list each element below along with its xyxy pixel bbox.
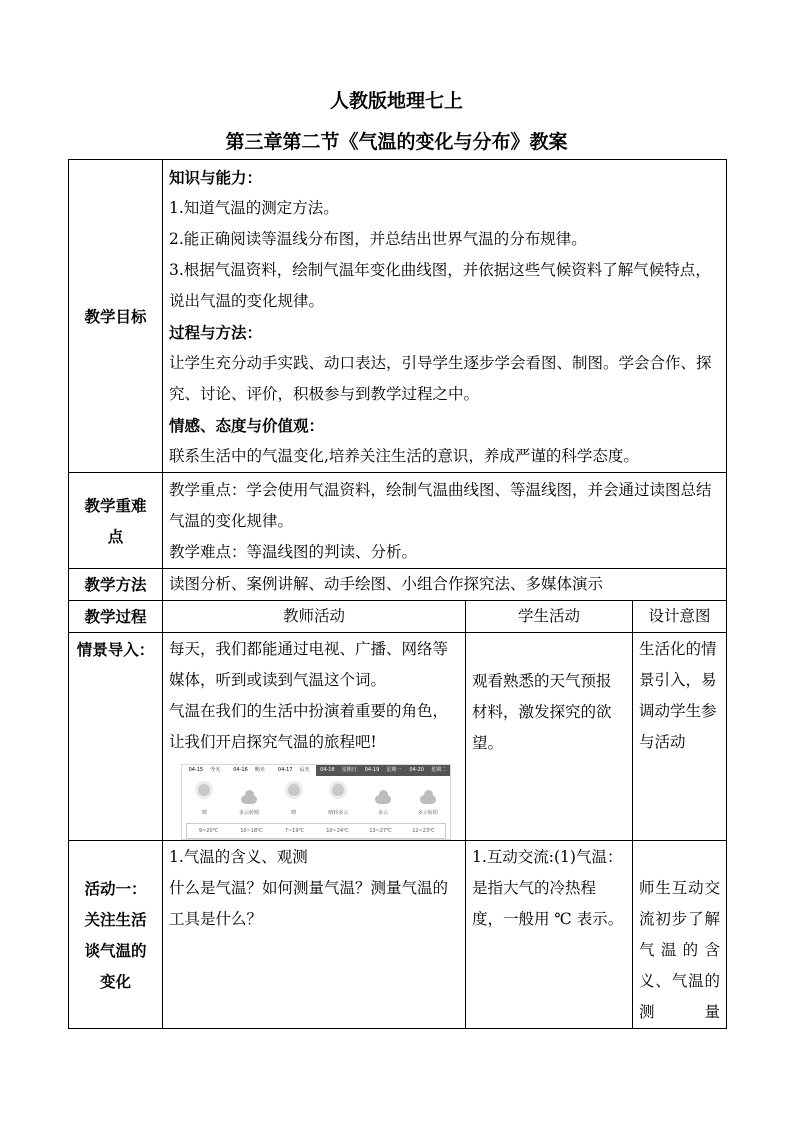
intro-label: 情景导入： bbox=[69, 633, 163, 841]
method-row bbox=[69, 569, 727, 601]
intro-design-text: 生活化的情景引入，易调动学生参与活动 bbox=[633, 633, 727, 841]
weather-day bbox=[361, 765, 406, 822]
weather-day-date: 04-18 bbox=[320, 767, 335, 773]
weather-day-date: 04-19 bbox=[364, 767, 380, 773]
process-header-label: 教学过程 bbox=[69, 601, 163, 633]
weather-day-name: 今天 bbox=[210, 767, 221, 773]
key-point-text: 教学重点：学会使用气温资料，绘制气温曲线图、等温线图，并会通过读图总结气温的变化规律。 bbox=[169, 481, 712, 530]
weather-day-name: 后天 bbox=[299, 767, 310, 773]
method-label: 教学方法 bbox=[69, 569, 163, 601]
weather-day bbox=[405, 765, 450, 822]
weather-forecast-image bbox=[181, 764, 451, 840]
weather-day-date: 04-17 bbox=[277, 767, 293, 773]
weather-day-name: 星期一 bbox=[386, 767, 402, 773]
weather-day-desc: 晴转多云 bbox=[328, 810, 349, 816]
activity1-label: 活动一：关注生活谈气温的变化 bbox=[69, 841, 163, 1029]
sun-icon bbox=[198, 784, 210, 796]
keys-row bbox=[69, 473, 727, 569]
teacher-activity-header: 教师活动 bbox=[163, 601, 466, 633]
weather-day bbox=[271, 765, 316, 822]
weather-day bbox=[227, 765, 272, 822]
weather-day-desc: 多云 bbox=[378, 810, 389, 816]
knowledge-heading: 知识与能力： bbox=[169, 168, 263, 187]
intro-teacher-text-1: 每天，我们都能通过电视、广播、网络等媒体，听到或读到气温这个词。 bbox=[169, 640, 449, 689]
activity1-teacher-text-1: 1.气温的含义、观测 bbox=[169, 848, 308, 866]
weather-day-name: 明天 bbox=[254, 767, 265, 773]
weather-day-name: 星期日 bbox=[341, 767, 357, 773]
student-activity-header: 学生活动 bbox=[466, 601, 633, 633]
activity1-student-text: 1.互动交流:(1)气温：是指大气的冷热程度，一般用 ℃ 表示。 bbox=[466, 841, 633, 1029]
lesson-plan-table bbox=[68, 159, 727, 1029]
weather-day-name: 星期二 bbox=[430, 767, 446, 773]
activity1-teacher-text-2: 什么是气温？如何测量气温？测量气温的工具是什么？ bbox=[169, 879, 449, 928]
weather-day-date: 04-16 bbox=[233, 767, 248, 773]
weather-day-desc: 晴 bbox=[291, 810, 297, 816]
weather-day-desc: 多云转阴 bbox=[417, 810, 438, 816]
weather-day-desc: 多云转晴 bbox=[239, 810, 260, 816]
design-intent-header: 设计意图 bbox=[633, 601, 727, 633]
cloud-icon bbox=[241, 795, 257, 804]
intro-row bbox=[69, 633, 727, 841]
difficulty-text: 教学难点：等温线图的判读、分析。 bbox=[169, 543, 418, 561]
weather-day-desc: 晴 bbox=[201, 810, 207, 816]
weather-day-temp: 10~18℃ bbox=[240, 828, 263, 834]
goals-row bbox=[69, 160, 727, 473]
cloud-icon bbox=[375, 795, 391, 804]
method-text: 读图分析、案例讲解、动手绘图、小组合作探究法、多媒体演示 bbox=[163, 569, 727, 601]
knowledge-item-2: 2.能正确阅读等温线分布图，并总结出世界气温的分布规律。 bbox=[169, 230, 587, 248]
weather-day bbox=[182, 765, 227, 822]
goals-label: 教学目标 bbox=[69, 160, 163, 473]
activity1-row bbox=[69, 841, 727, 1029]
intro-student-text: 观看熟悉的天气预报材料，激发探究的欲望。 bbox=[466, 633, 633, 841]
emotion-heading: 情感、态度与价值观： bbox=[169, 416, 325, 435]
intro-teacher-text-2: 气温在我们的生活中扮演着重要的角色，让我们开启探究气温的旅程吧! bbox=[169, 702, 449, 751]
document-title: 人教版地理七上 bbox=[329, 90, 463, 112]
weather-day-date: 04-20 bbox=[409, 767, 424, 773]
keys-label: 教学重难点 bbox=[69, 473, 163, 569]
emotion-text: 联系生活中的气温变化,培养关注生活的意识，养成严谨的科学态度。 bbox=[169, 447, 639, 465]
weather-day bbox=[316, 765, 361, 822]
weather-day-temp: 9~20℃ bbox=[198, 828, 219, 834]
weather-day-temp: 13~27℃ bbox=[369, 828, 392, 834]
weather-day-temp: 10~24℃ bbox=[326, 828, 349, 834]
weather-day-date: 04-15 bbox=[188, 767, 204, 773]
activity1-design-text: 师生互动交流初步了解气温的含义、气温的测量 bbox=[633, 841, 727, 1029]
cloud-icon bbox=[420, 795, 436, 804]
process-header-row bbox=[69, 601, 727, 633]
sun-icon bbox=[288, 784, 300, 796]
sun-icon bbox=[332, 784, 344, 796]
weather-day-temp: 12~23℃ bbox=[412, 828, 435, 834]
knowledge-item-1: 1.知道气温的测定方法。 bbox=[169, 199, 339, 217]
document-subtitle: 第三章第二节《气温的变化与分布》教案 bbox=[225, 131, 568, 153]
weather-day-temp: 7~19℃ bbox=[284, 828, 305, 834]
knowledge-item-3: 3.根据气温资料，绘制气温年变化曲线图，并依据这些气候资料了解气候特点，说出气温的变化规律。 bbox=[169, 261, 711, 310]
process-text: 让学生充分动手实践、动口表达，引导学生逐步学会看图、制图。学会合作、探究、讨论、评价，积极参与到教学过程之中。 bbox=[169, 354, 712, 403]
process-heading: 过程与方法： bbox=[169, 323, 263, 342]
